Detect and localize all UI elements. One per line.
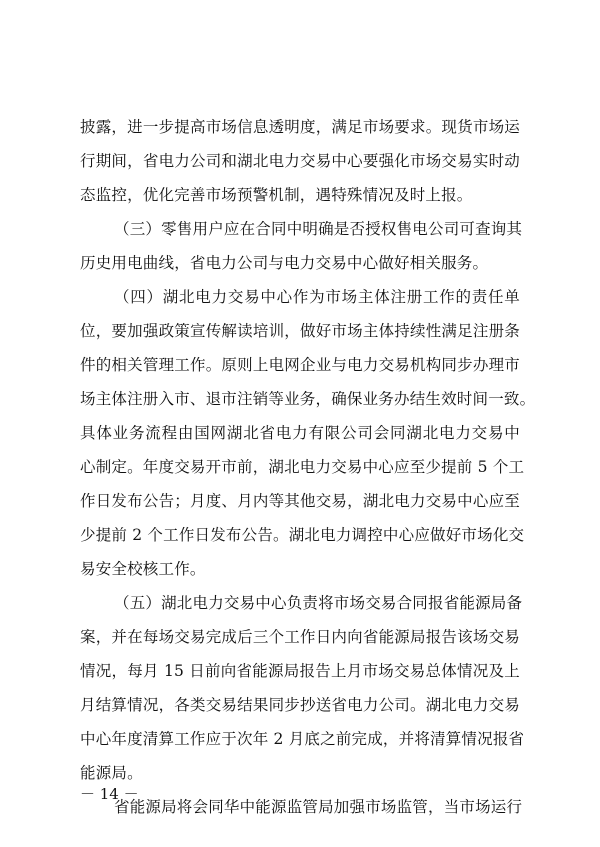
text-line-17: 情况，每月 15 日前向省能源局报告上月市场交易总体情况及上 <box>80 662 520 680</box>
text-line-9: 场主体注册入市、退市注销等业务，确保业务办结生效时间一致。 <box>80 390 536 408</box>
text-line-4: （三）零售用户应在合同中明确是否授权售电公司可查询其 <box>114 220 523 238</box>
text-line-15: （五）湖北电力交易中心负责将市场交易合同报省能源局备 <box>114 594 523 612</box>
text-line-18: 月结算情况，各类交易结果同步抄送省电力公司。湖北电力交易 <box>80 696 520 714</box>
text-line-13: 少提前 2 个工作日发布公告。湖北电力调控中心应做好市场化交 <box>80 526 525 544</box>
text-line-14: 易安全校核工作。 <box>80 560 206 578</box>
text-line-8: 件的相关管理工作。原则上电网企业与电力交易机构同步办理市 <box>80 356 520 374</box>
text-line-7: 位，要加强政策宣传解读培训，做好市场主体持续性满足注册条 <box>80 322 520 340</box>
text-line-20: 能源局。 <box>80 764 143 782</box>
text-line-12: 作日发布公告；月度、月内等其他交易，湖北电力交易中心应至 <box>80 492 520 510</box>
text-line-3: 态监控，优化完善市场预警机制，遇特殊情况及时上报。 <box>80 186 473 204</box>
text-line-11: 心制定。年度交易开市前，湖北电力交易中心应至少提前 5 个工 <box>80 458 525 476</box>
text-line-1: 披露，进一步提高市场信息透明度，满足市场要求。现货市场运 <box>80 118 520 136</box>
text-line-2: 行期间，省电力公司和湖北电力交易中心要强化市场交易实时动 <box>80 152 520 170</box>
text-line-6: （四）湖北电力交易中心作为市场主体注册工作的责任单 <box>114 288 520 306</box>
text-line-5: 历史用电曲线，省电力公司与电力交易中心做好相关服务。 <box>80 254 489 272</box>
page-number: － 14 － <box>80 785 139 803</box>
text-line-10: 具体业务流程由国网湖北省电力有限公司会同湖北电力交易中 <box>80 424 520 442</box>
text-line-16: 案，并在每场交易完成后三个工作日内向省能源局报告该场交易 <box>80 628 520 646</box>
text-line-19: 中心年度清算工作应于次年 2 月底之前完成，并将清算情况报省 <box>80 730 525 748</box>
text-line-21: 省能源局将会同华中能源监管局加强市场监管，当市场运行 <box>114 798 523 816</box>
